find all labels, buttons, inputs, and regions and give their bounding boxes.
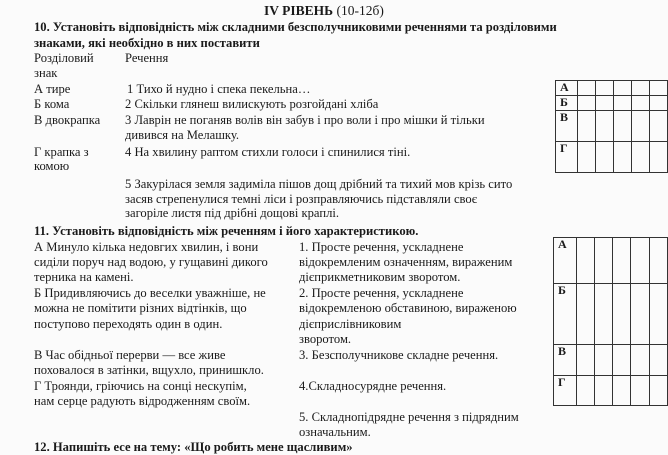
answer-cell[interactable] — [613, 376, 631, 406]
answer-letter: Б — [554, 284, 577, 345]
task10-sentence-5-3: загоріле листя під дрібні дощові краплі. — [125, 206, 340, 220]
answer-letter: А — [554, 238, 577, 284]
task11-left-g-2: нам серце радують відродженням своїм. — [34, 394, 251, 408]
task11-left-b-2: можна не помітити різних відтінків, що — [34, 301, 247, 315]
task11-right-4: 4.Складносурядне речення. — [299, 379, 447, 393]
answer-letter: Б — [556, 96, 578, 111]
answer-cell[interactable] — [614, 142, 632, 173]
task11-left-v: В Час обідньої перерви — все живе — [34, 348, 226, 362]
task11-right-1: 1. Просте речення, ускладнене — [299, 240, 464, 254]
task10-answer-grid — [555, 80, 668, 173]
task11-right-2: 2. Просте речення, ускладнене — [299, 286, 464, 300]
task11-left-a-3: терника на камені. — [34, 270, 134, 284]
answer-cell[interactable] — [632, 81, 650, 96]
level-title — [264, 3, 384, 18]
task11-right-2-4: зворотом. — [299, 332, 352, 346]
answer-cell[interactable] — [596, 81, 614, 96]
task10-sentence-5: 5 Закурілася земля задиміла пішов дощ дрібний та тихий мов крізь сито — [125, 177, 513, 191]
answer-cell[interactable] — [632, 142, 650, 173]
answer-cell[interactable] — [631, 238, 649, 284]
task11-left-a-2: сиділи поруч над водою, у гущавині дикого — [34, 255, 268, 269]
task11-right-3: 3. Безсполучникове складне речення. — [299, 348, 499, 362]
answer-cell[interactable] — [614, 81, 632, 96]
answer-cell[interactable] — [576, 376, 594, 406]
answer-cell[interactable] — [594, 376, 612, 406]
task10-sentence-5-2: засяв стрепенулися темні ліси і розправляючись підставляли своє — [125, 192, 478, 206]
task10-sentence-4: 4 На хвилину раптом стихли голоси і спинилися тіні. — [125, 145, 411, 159]
answer-letter: Г — [556, 142, 578, 173]
level-points: (10-12б) — [336, 3, 384, 18]
task10-mark-a: А тире — [34, 82, 71, 96]
answer-cell[interactable] — [649, 284, 667, 345]
task10-mark-g: Г крапка з — [34, 145, 89, 159]
task10-sentence-3-2: дивився на Мелашку. — [125, 128, 240, 142]
answer-letter: А — [556, 81, 578, 96]
answer-cell[interactable] — [578, 142, 596, 173]
task11-right-1-3: дієприкметниковим зворотом. — [299, 270, 461, 284]
answer-cell[interactable] — [631, 284, 649, 345]
answer-cell[interactable] — [649, 238, 667, 284]
task11-right-2-3: дієприслівниковим — [299, 317, 402, 331]
answer-cell[interactable] — [632, 96, 650, 111]
task11-left-a: А Минуло кілька недовгих хвилин, і вони — [34, 240, 259, 254]
task10-col1-header: Розділовий — [34, 51, 94, 65]
answer-cell[interactable] — [650, 142, 668, 173]
task11-right-5-2: означальним. — [299, 425, 371, 439]
answer-letter: Г — [554, 376, 577, 406]
task11-left-v-2: поховалося в затінки, вщухло, принишкло. — [34, 363, 264, 377]
answer-cell[interactable] — [614, 111, 632, 142]
answer-cell[interactable] — [613, 238, 631, 284]
task11-left-b: Б Придивляючись до веселки уважніше, не — [34, 286, 266, 300]
answer-cell[interactable] — [650, 111, 668, 142]
answer-cell[interactable] — [632, 111, 650, 142]
task10-mark-g-2: комою — [34, 159, 70, 173]
task10-mark-v: В двокрапка — [34, 113, 101, 127]
task10-title-line2: знаками, які необхідно в них поставити — [34, 36, 260, 50]
answer-cell[interactable] — [650, 81, 668, 96]
answer-cell[interactable] — [578, 96, 596, 111]
answer-cell[interactable] — [650, 96, 668, 111]
task11-answer-grid — [553, 237, 668, 406]
task10-sentence-1: 1 Тихо й нудно і спека пекельна… — [127, 82, 311, 96]
answer-letter: В — [554, 345, 577, 376]
answer-cell[interactable] — [613, 345, 631, 376]
answer-cell[interactable] — [596, 111, 614, 142]
answer-cell[interactable] — [594, 345, 612, 376]
answer-cell[interactable] — [576, 345, 594, 376]
task10-title-line1: 10. Установіть відповідність між складними безсполучниковими реченнями та розділовими — [34, 20, 557, 34]
task10-mark-b: Б кома — [34, 97, 70, 111]
answer-cell[interactable] — [576, 284, 594, 345]
answer-cell[interactable] — [594, 238, 612, 284]
task11-left-b-3: поступово переходять один в один. — [34, 317, 223, 331]
task11-right-2-2: відокремленою обставиною, вираженою — [299, 301, 517, 315]
answer-cell[interactable] — [578, 111, 596, 142]
answer-cell[interactable] — [596, 96, 614, 111]
answer-cell[interactable] — [576, 238, 594, 284]
task11-right-1-2: відокремленим означенням, вираженим — [299, 255, 513, 269]
answer-cell[interactable] — [631, 376, 649, 406]
task10-sentence-2: 2 Скільки глянеш вилискують розгойдані хліба — [125, 97, 379, 111]
task12-title-partial: 12. Напишіть есе на тему: «Що робить мене щасливим» — [34, 440, 353, 454]
answer-cell[interactable] — [649, 376, 667, 406]
task11-title: 11. Установіть відповідність між реченням і його характеристикою. — [34, 224, 419, 238]
task10-col2-header: Речення — [125, 51, 169, 65]
answer-cell[interactable] — [578, 81, 596, 96]
answer-letter: В — [556, 111, 578, 142]
task11-right-5: 5. Складнопідрядне речення з підрядним — [299, 410, 519, 424]
task10-col1-header-2: знак — [34, 66, 58, 80]
answer-cell[interactable] — [613, 284, 631, 345]
answer-cell[interactable] — [594, 284, 612, 345]
answer-cell[interactable] — [596, 142, 614, 173]
level-title-text: IV РІВЕНЬ — [264, 3, 334, 18]
answer-cell[interactable] — [614, 96, 632, 111]
answer-cell[interactable] — [649, 345, 667, 376]
task11-left-g: Г Троянди, гріючись на сонці нескупім, — [34, 379, 247, 393]
task10-sentence-3: 3 Лаврін не поганяв волів він забув і про воли і про мішки й тільки — [125, 113, 485, 127]
answer-cell[interactable] — [631, 345, 649, 376]
